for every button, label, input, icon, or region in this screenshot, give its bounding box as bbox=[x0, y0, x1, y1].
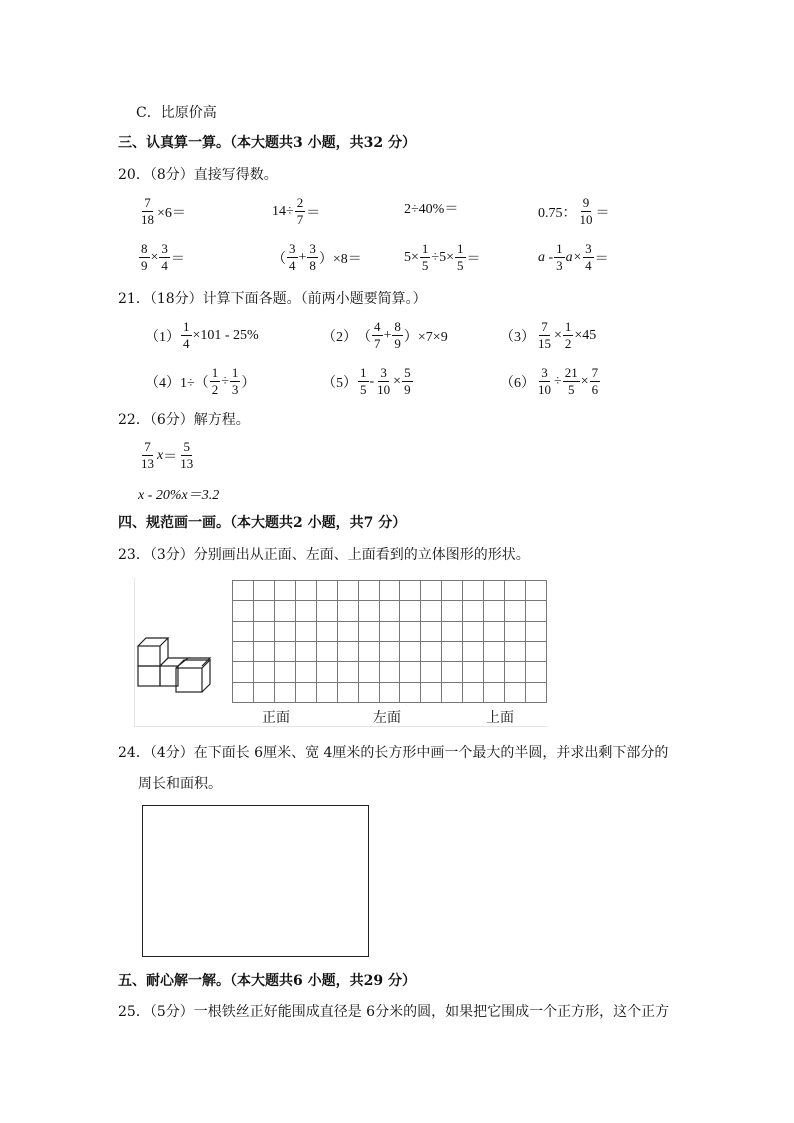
grid-cell[interactable] bbox=[253, 580, 275, 601]
grid-cell[interactable] bbox=[483, 621, 505, 642]
q21-part-4: （4） 1÷（ $\frac{1}{2}$ ÷ $\frac{1}{3}$ ） bbox=[145, 365, 256, 397]
grid-cell[interactable] bbox=[253, 600, 275, 621]
grid-cell[interactable] bbox=[525, 580, 547, 601]
fraction: $\frac{3}{10}$ bbox=[538, 365, 551, 397]
grid-cell[interactable] bbox=[504, 580, 526, 601]
fraction: $\frac{1}{5}$ bbox=[457, 241, 464, 273]
fraction: $\frac{7}{13}$ bbox=[141, 439, 154, 471]
grid-cell[interactable] bbox=[253, 682, 275, 703]
grid-cell[interactable] bbox=[274, 621, 296, 642]
grid-cell[interactable] bbox=[525, 682, 547, 703]
fraction: $\frac{9}{10}$ bbox=[579, 195, 593, 227]
grid-cell[interactable] bbox=[462, 682, 484, 703]
fraction: $\frac{5}{9}$ bbox=[404, 365, 411, 397]
cube-solid-figure bbox=[134, 630, 218, 696]
drawing-grid[interactable] bbox=[232, 580, 546, 702]
fraction: $\frac{3}{10}$ bbox=[377, 365, 391, 397]
fraction: $\frac{1}{3}$ bbox=[231, 365, 239, 397]
grid-cell[interactable] bbox=[337, 641, 359, 662]
grid-cell[interactable] bbox=[274, 580, 296, 601]
grid-cell[interactable] bbox=[379, 621, 401, 642]
q21-part-2: （2） （ $\frac{4}{7}$ + $\frac{8}{9}$ ）×7×9 bbox=[322, 319, 448, 351]
label-left-view: 左面 bbox=[373, 710, 401, 726]
grid-cell[interactable] bbox=[483, 580, 505, 601]
grid-cell[interactable] bbox=[337, 600, 359, 621]
option-c: C．比原价高 bbox=[136, 105, 217, 121]
label-front-view: 正面 bbox=[262, 710, 290, 726]
grid-cell[interactable] bbox=[274, 641, 296, 662]
fraction: $\frac{1}{2}$ bbox=[564, 319, 572, 351]
grid-cell[interactable] bbox=[441, 682, 463, 703]
fraction: $\frac{4}{7}$ bbox=[374, 319, 381, 351]
grid-cell[interactable] bbox=[462, 580, 484, 601]
grid-cell[interactable] bbox=[295, 621, 317, 642]
q20-item-7: 5× $\frac{1}{5}$ ÷5× $\frac{1}{5}$ ＝ bbox=[404, 241, 481, 273]
grid-cell[interactable] bbox=[441, 580, 463, 601]
grid-cell[interactable] bbox=[441, 621, 463, 642]
q21-part-5: （5） $\frac{1}{5}$ - $\frac{3}{10}$ × $\frac{5}{9}$ bbox=[322, 365, 411, 397]
grid-cell[interactable] bbox=[379, 682, 401, 703]
grid-cell[interactable] bbox=[483, 641, 505, 662]
q21-part-6: （6） $\frac{3}{10}$ ÷ $\frac{21}{5}$ × $\frac{7}{6}$ bbox=[500, 365, 599, 397]
grid-cell[interactable] bbox=[337, 661, 359, 682]
fraction: $\frac{7}{18}$ bbox=[141, 195, 154, 227]
grid-cell[interactable] bbox=[232, 621, 254, 642]
grid-cell[interactable] bbox=[274, 600, 296, 621]
grid-cell[interactable] bbox=[232, 682, 254, 703]
grid-cell[interactable] bbox=[295, 580, 317, 601]
grid-cell[interactable] bbox=[316, 641, 338, 662]
grid-cell[interactable] bbox=[316, 580, 338, 601]
grid-cell[interactable] bbox=[274, 682, 296, 703]
grid-cell[interactable] bbox=[358, 621, 380, 642]
grid-cell[interactable] bbox=[399, 600, 421, 621]
fraction: $\frac{3}{4}$ bbox=[585, 241, 592, 273]
section-5-heading: 五、耐心解一解。（本大题共6 小题，共29 分） bbox=[118, 973, 416, 989]
grid-cell[interactable] bbox=[504, 600, 526, 621]
grid-cell[interactable] bbox=[483, 600, 505, 621]
grid-cell[interactable] bbox=[399, 641, 421, 662]
grid-cell[interactable] bbox=[483, 661, 505, 682]
grid-cell[interactable] bbox=[337, 682, 359, 703]
grid-cell[interactable] bbox=[399, 621, 421, 642]
grid-cell[interactable] bbox=[379, 580, 401, 601]
grid-cell[interactable] bbox=[483, 682, 505, 703]
drawing-rectangle[interactable] bbox=[142, 805, 369, 957]
grid-cell[interactable] bbox=[379, 641, 401, 662]
fraction: $\frac{1}{5}$ bbox=[360, 365, 367, 397]
grid-cell[interactable] bbox=[441, 641, 463, 662]
grid-cell[interactable] bbox=[337, 580, 359, 601]
grid-cell[interactable] bbox=[295, 661, 317, 682]
grid-cell[interactable] bbox=[358, 600, 380, 621]
grid-cell[interactable] bbox=[462, 600, 484, 621]
section-4-heading: 四、规范画一画。（本大题共2 小题，共7 分） bbox=[118, 515, 407, 531]
grid-cell[interactable] bbox=[420, 661, 442, 682]
fraction: $\frac{1}{2}$ bbox=[211, 365, 219, 397]
fraction: $\frac{8}{9}$ bbox=[141, 241, 148, 273]
section-3-heading: 三、认真算一算。（本大题共3 小题，共32 分） bbox=[118, 135, 416, 151]
grid-cell[interactable] bbox=[358, 661, 380, 682]
grid-cell[interactable] bbox=[399, 580, 421, 601]
grid-cell[interactable] bbox=[525, 621, 547, 642]
grid-cell[interactable] bbox=[462, 661, 484, 682]
grid-cell[interactable] bbox=[358, 682, 380, 703]
q25-heading: 25．（5分）一根铁丝正好能围成直径是 6分米的圆，如果把它围成一个正方形，这个正方 bbox=[118, 1004, 670, 1020]
grid-cell[interactable] bbox=[504, 621, 526, 642]
fraction: $\frac{8}{9}$ bbox=[394, 319, 401, 351]
q22-heading: 22．（6分）解方程。 bbox=[118, 412, 250, 428]
grid-cell[interactable] bbox=[295, 641, 317, 662]
grid-cell[interactable] bbox=[232, 580, 254, 601]
grid-cell[interactable] bbox=[316, 661, 338, 682]
grid-cell[interactable] bbox=[232, 600, 254, 621]
grid-cell[interactable] bbox=[253, 621, 275, 642]
q22-equation-1: $\frac{7}{13}$ x ＝ $\frac{5}{13}$ bbox=[141, 439, 194, 471]
fraction: $\frac{2}{7}$ bbox=[296, 195, 304, 227]
grid-cell[interactable] bbox=[253, 661, 275, 682]
q20-item-4: 0.75： $\frac{9}{10}$ ＝ bbox=[538, 195, 610, 227]
grid-cell[interactable] bbox=[379, 661, 401, 682]
q23-heading: 23．（3分）分别画出从正面、左面、上面看到的立体图形的形状。 bbox=[118, 547, 530, 563]
label-top-view: 上面 bbox=[486, 710, 514, 726]
fraction: $\frac{7}{15}$ bbox=[538, 319, 551, 351]
fraction: $\frac{3}{4}$ bbox=[289, 241, 296, 273]
grid-cell[interactable] bbox=[504, 641, 526, 662]
grid-cell[interactable] bbox=[316, 600, 338, 621]
grid-cell[interactable] bbox=[462, 621, 484, 642]
grid-cell[interactable] bbox=[358, 580, 380, 601]
grid-cell[interactable] bbox=[399, 682, 421, 703]
grid-cell[interactable] bbox=[420, 682, 442, 703]
q21-part-1: （1） $\frac{1}{4}$ ×101 - 25% bbox=[145, 319, 259, 351]
grid-cell[interactable] bbox=[504, 682, 526, 703]
q20-item-6: （ $\frac{3}{4}$ + $\frac{3}{8}$ ）×8＝ bbox=[272, 241, 362, 273]
grid-cell[interactable] bbox=[379, 600, 401, 621]
q20-item-5: $\frac{8}{9}$ × $\frac{3}{4}$ ＝ bbox=[141, 241, 185, 273]
q21-heading: 21．（18分）计算下面各题。（前两小题要简算。） bbox=[118, 291, 427, 307]
grid-cell[interactable] bbox=[420, 580, 442, 601]
grid-cell[interactable] bbox=[525, 600, 547, 621]
fraction: $\frac{3}{8}$ bbox=[309, 241, 316, 273]
grid-cell[interactable] bbox=[316, 682, 338, 703]
grid-cell[interactable] bbox=[295, 600, 317, 621]
q20-item-1: $\frac{7}{18}$ ×6＝ bbox=[141, 195, 186, 227]
grid-cell[interactable] bbox=[420, 600, 442, 621]
fraction: $\frac{7}{6}$ bbox=[591, 365, 599, 397]
fraction: $\frac{1}{4}$ bbox=[183, 319, 190, 351]
grid-cell[interactable] bbox=[358, 641, 380, 662]
grid-cell[interactable] bbox=[441, 600, 463, 621]
grid-cell[interactable] bbox=[399, 661, 421, 682]
grid-cell[interactable] bbox=[337, 621, 359, 642]
q22-equation-2: x - 20%x＝3.2 bbox=[138, 488, 220, 503]
grid-cell[interactable] bbox=[504, 661, 526, 682]
q24-heading-line2: 周长和面积。 bbox=[138, 776, 222, 792]
q21-part-3: （3） $\frac{7}{15}$ × $\frac{1}{2}$ ×45 bbox=[500, 319, 597, 351]
q24-heading-line1: 24．（4分）在下面长 6厘米、宽 4厘米的长方形中画一个最大的半圆，并求出剩下部分的 bbox=[118, 745, 669, 761]
fraction: $\frac{5}{13}$ bbox=[180, 439, 194, 471]
grid-cell[interactable] bbox=[420, 641, 442, 662]
q20-item-3: 2÷40%＝ bbox=[404, 202, 459, 217]
q20-item-8: a - $\frac{1}{3}$ a× $\frac{3}{4}$ ＝ bbox=[538, 241, 609, 273]
grid-cell[interactable] bbox=[462, 641, 484, 662]
grid-cell[interactable] bbox=[441, 661, 463, 682]
grid-cell[interactable] bbox=[232, 641, 254, 662]
q20-heading: 20．（8分）直接写得数。 bbox=[118, 167, 278, 183]
grid-cell[interactable] bbox=[295, 682, 317, 703]
grid-cell[interactable] bbox=[316, 621, 338, 642]
grid-cell[interactable] bbox=[274, 661, 296, 682]
fraction: $\frac{1}{5}$ bbox=[421, 241, 429, 273]
grid-cell[interactable] bbox=[232, 661, 254, 682]
fraction: $\frac{21}{5}$ bbox=[564, 365, 578, 397]
fraction: $\frac{3}{4}$ bbox=[161, 241, 168, 273]
grid-cell[interactable] bbox=[253, 641, 275, 662]
grid-cell[interactable] bbox=[525, 661, 547, 682]
fraction: $\frac{1}{3}$ bbox=[556, 241, 563, 273]
q20-item-2: 14÷ $\frac{2}{7}$ ＝ bbox=[272, 195, 321, 227]
grid-cell[interactable] bbox=[525, 641, 547, 662]
grid-cell[interactable] bbox=[420, 621, 442, 642]
